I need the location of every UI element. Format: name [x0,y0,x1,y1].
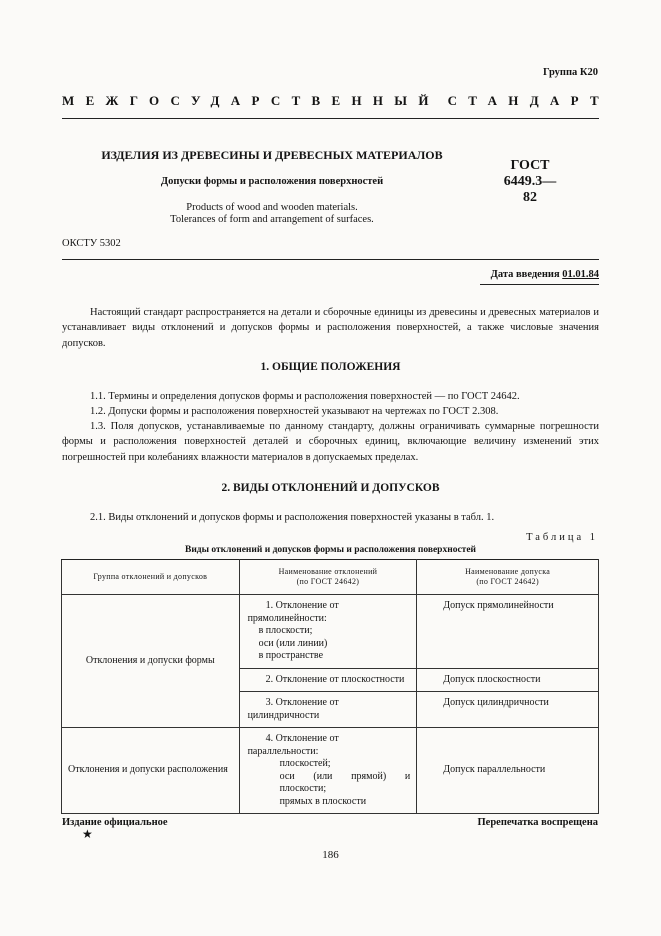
deviation-flatness-title: 2. Отклонение от плоскостности [265,673,405,685]
deviation-parallelism-title: 4. Отклонение от параллельности: [247,733,339,757]
section-2-heading: 2. ВИДЫ ОТКЛОНЕНИЙ И ДОПУСКОВ [221,482,440,494]
header-tolerance-line-1: Наименование допуска [465,567,551,576]
paragraph-1-2: 1.2. Допуски формы и расположения поверхностей указывают на чертежах по ГОСТ 2.308. [90,406,499,417]
banner-interstate: МЕЖГОСУДАРСТВЕННЫЙ [62,93,440,108]
header-deviation-line-1: Наименование отклонений [278,567,378,576]
header-group: Группа отклонений и допусков [62,560,240,595]
deviation-parallelism-lines: прямых в плоскости [279,795,367,807]
tolerance-flatness: Допуск плоскостности [417,668,599,692]
deviation-straightness-title: 1. Отклонение от прямолинейности: [247,600,339,624]
table-number: Таблица 1 [526,532,598,543]
deviation-parallelism-axis: оси (или прямой) и плоскости; [279,770,411,794]
deviation-cylindricity [239,692,417,728]
document-subtitle: Допуски формы и расположения поверхностей [160,176,384,187]
gost-label: ГОСТ [510,158,550,173]
header-deviation [239,560,417,595]
english-title-line-2: Tolerances of form and arrangement of surfaces. [170,214,374,225]
standard-banner [62,93,610,109]
tolerance-straightness: Допуск прямолинейности [417,595,599,669]
reprint-prohibited: Перепечатка воспрещена [477,817,598,828]
header-rule [62,118,599,119]
tolerance-parallelism: Допуск параллельности [417,728,599,814]
header-tolerance [417,560,599,595]
banner-standard: СТАНДАРТ [447,93,610,108]
deviation-straightness-plane: в плоскости; [258,625,313,636]
deviation-straightness-axis: оси (или линии) [258,637,328,649]
group-form-cell: Отклонения и допуски формы [62,595,240,728]
okstu-code: ОКСТУ 5302 [62,238,121,249]
header-tolerance-line-2: (по ГОСТ 24642) [476,577,539,586]
header-deviation-line-2: (по ГОСТ 24642) [296,577,360,586]
date-underline [480,284,599,285]
page-number: 186 [322,849,339,861]
gost-number [498,158,562,206]
table-row [62,728,599,814]
table-header-row [62,560,599,595]
section-1-heading: 1. ОБЩИЕ ПОЛОЖЕНИЯ [260,361,401,373]
deviation-flatness [239,668,417,692]
introduction-date [491,269,599,280]
english-title-line-1: Products of wood and wooden materials. [186,202,358,213]
paragraph-1-1: 1.1. Термины и определения допусков формы и расположения поверхностей — по ГОСТ 24642. [90,391,520,402]
deviations-table [61,559,599,814]
intro-paragraph: Настоящий стандарт распространяется на детали и сборочные единицы из древесины и древесных материалов и устанавливает виды отклонений и допусков формы и расположения поверхностей, а также числовые значения допусков. [62,307,599,349]
deviation-straightness [239,595,417,669]
table-caption: Виды отклонений и допусков формы и расположения поверхностей [184,545,477,555]
official-edition: Издание официальное [62,817,168,828]
deviation-parallelism-planes: плоскостей; [279,758,331,769]
deviation-cylindricity-title: 3. Отклонение от цилиндричности [247,697,339,721]
gost-code: 6449.3—82 [503,174,557,205]
group-position-cell: Отклонения и допуски расположения [62,728,240,814]
introduction-date-value: 01.01.84 [562,269,599,280]
deviation-straightness-space: в пространстве [258,650,324,661]
document-title: ИЗДЕЛИЯ ИЗ ДРЕВЕСИНЫ И ДРЕВЕСНЫХ МАТЕРИАЛОВ [101,148,443,162]
paragraph-1-3: 1.3. Поля допусков, устанавливаемые по данному стандарту, должны ограничивать суммарные погрешности формы и расположения поверхностей деталей и сборочных единиц, включающие величину изменений этих погрешностей при колебаниях влажности материалов в допускаемых пределах. [62,421,599,463]
deviation-parallelism [239,728,417,814]
tolerance-cylindricity: Допуск цилиндричности [417,692,599,728]
star-icon: ★ [82,827,93,841]
okstu-rule [62,259,599,260]
introduction-date-label: Дата введения [490,269,563,280]
paragraph-2-1: 2.1. Виды отклонений и допусков формы и расположения поверхностей указаны в табл. 1. [90,512,495,523]
classification-group: Группа К20 [542,67,598,78]
english-title [62,202,482,226]
table-row [62,595,599,669]
